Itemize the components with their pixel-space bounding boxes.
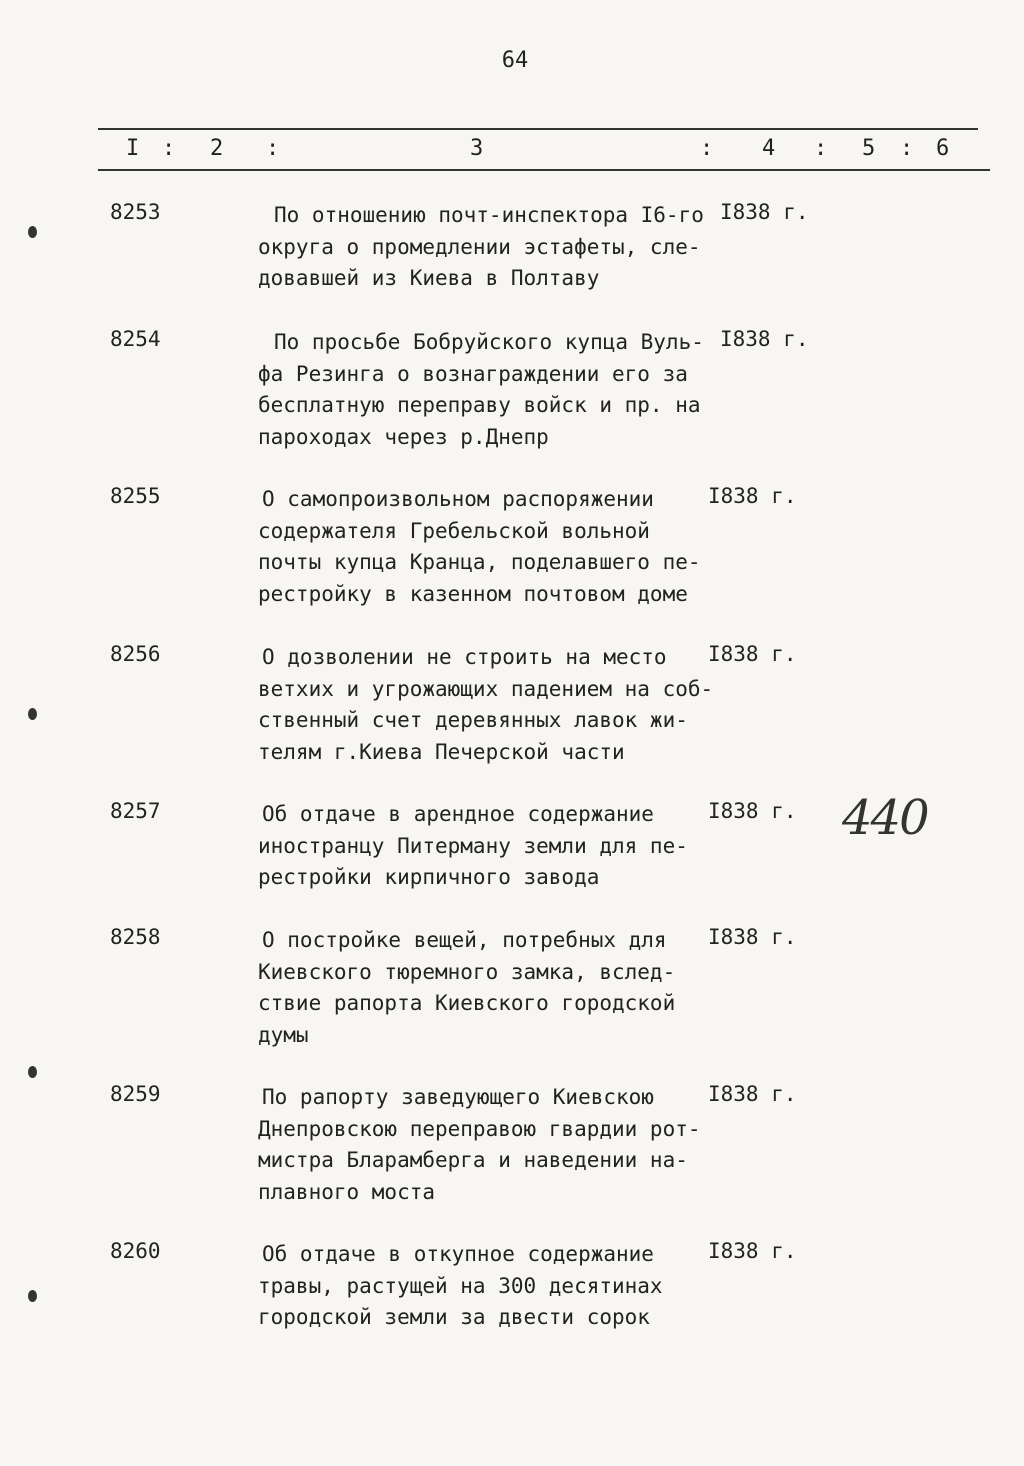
description-line: думы xyxy=(258,1022,309,1047)
record-description xyxy=(258,799,718,894)
record-description xyxy=(258,642,718,768)
record-year: I838 г. xyxy=(720,200,809,224)
column-separator: : xyxy=(162,136,176,161)
description-line: травы, растущей на 300 десятинах xyxy=(258,1273,663,1298)
handwritten-sheet-number: 440 xyxy=(842,790,928,846)
record-number: 8256 xyxy=(110,642,161,666)
description-line: О дозволении не строить на место xyxy=(262,645,667,669)
column-separator: : xyxy=(900,136,914,161)
description-line: иностранцу Питерману земли для пе- xyxy=(258,833,688,858)
binding-hole-mark xyxy=(28,1066,37,1078)
description-line: городской земли за двести сорок xyxy=(258,1305,650,1329)
record-description xyxy=(258,200,718,295)
column-header-4: 4 xyxy=(762,136,776,161)
header-rule-bottom xyxy=(98,169,990,171)
column-header-2: 2 xyxy=(210,136,224,161)
binding-hole-mark xyxy=(28,708,37,720)
description-line: ствие рапорта Киевского городской xyxy=(258,991,676,1015)
record-number: 8258 xyxy=(110,925,161,949)
record-description xyxy=(258,1082,718,1208)
description-line: По просьбе Бобруйского купца Вуль- xyxy=(274,330,704,354)
description-line: Об отдаче в откупное содержание xyxy=(262,1242,654,1266)
record-description xyxy=(258,327,718,453)
description-line: Об отдаче в арендное содержание xyxy=(262,802,654,826)
description-line: О самопроизвольном распоряжении xyxy=(262,487,654,511)
description-line: ветхих и угрожающих падением на соб- xyxy=(258,676,714,701)
record-number: 8254 xyxy=(110,327,161,351)
description-line: телям г.Киева Печерской части xyxy=(258,739,625,764)
page-number: 64 xyxy=(501,48,529,73)
record-year: I838 г. xyxy=(708,799,797,823)
column-header-1: I xyxy=(126,136,140,161)
binding-hole-mark xyxy=(28,226,37,238)
record-year: I838 г. xyxy=(708,1082,797,1106)
record-description xyxy=(258,925,718,1051)
description-line: мистра Бларамберга и наведении на- xyxy=(258,1148,688,1172)
description-line: По рапорту заведующего Киевскою xyxy=(262,1085,654,1109)
record-description xyxy=(258,1239,718,1334)
record-number: 8255 xyxy=(110,484,161,508)
column-header-3: 3 xyxy=(470,136,484,161)
description-line: округа о промедлении эстафеты, сле- xyxy=(258,234,701,259)
binding-hole-mark xyxy=(28,1290,37,1302)
record-description xyxy=(258,484,718,610)
record-number: 8260 xyxy=(110,1239,161,1263)
description-line: По отношению почт-инспектора I6-го xyxy=(274,203,704,227)
column-separator: : xyxy=(266,136,280,161)
description-line: рестройки кирпичного завода xyxy=(258,865,600,889)
record-number: 8259 xyxy=(110,1082,161,1106)
description-line: бесплатную переправу войск и пр. на xyxy=(258,393,701,417)
description-line: рестройку в казенном почтовом доме xyxy=(258,581,688,606)
record-year: I838 г. xyxy=(708,1239,797,1263)
column-header-6: 6 xyxy=(936,136,950,161)
description-line: Киевского тюремного замка, вслед- xyxy=(258,959,676,984)
column-separator: : xyxy=(700,136,714,161)
record-number: 8257 xyxy=(110,799,161,823)
record-year: I838 г. xyxy=(708,642,797,666)
header-rule-top xyxy=(98,128,978,130)
description-line: ственный счет деревянных лавок жи- xyxy=(258,708,688,732)
column-header-5: 5 xyxy=(862,136,876,161)
description-line: почты купца Кранца, поделавшего пе- xyxy=(258,550,701,574)
description-line: довавшей из Киева в Полтаву xyxy=(258,266,600,290)
record-year: I838 г. xyxy=(708,484,797,508)
record-year: I838 г. xyxy=(720,327,809,351)
description-line: О постройке вещей, потребных для xyxy=(262,928,667,952)
description-line: пароходах через р.Днепр xyxy=(258,424,549,449)
column-separator: : xyxy=(814,136,828,161)
description-line: содержателя Гребельской вольной xyxy=(258,518,650,543)
description-line: Днепровскою переправою гвардии рот- xyxy=(258,1116,701,1141)
record-year: I838 г. xyxy=(708,925,797,949)
record-number: 8253 xyxy=(110,200,161,224)
description-line: плавного моста xyxy=(258,1179,436,1204)
description-line: фа Резинга о вознаграждении его за xyxy=(258,361,688,386)
